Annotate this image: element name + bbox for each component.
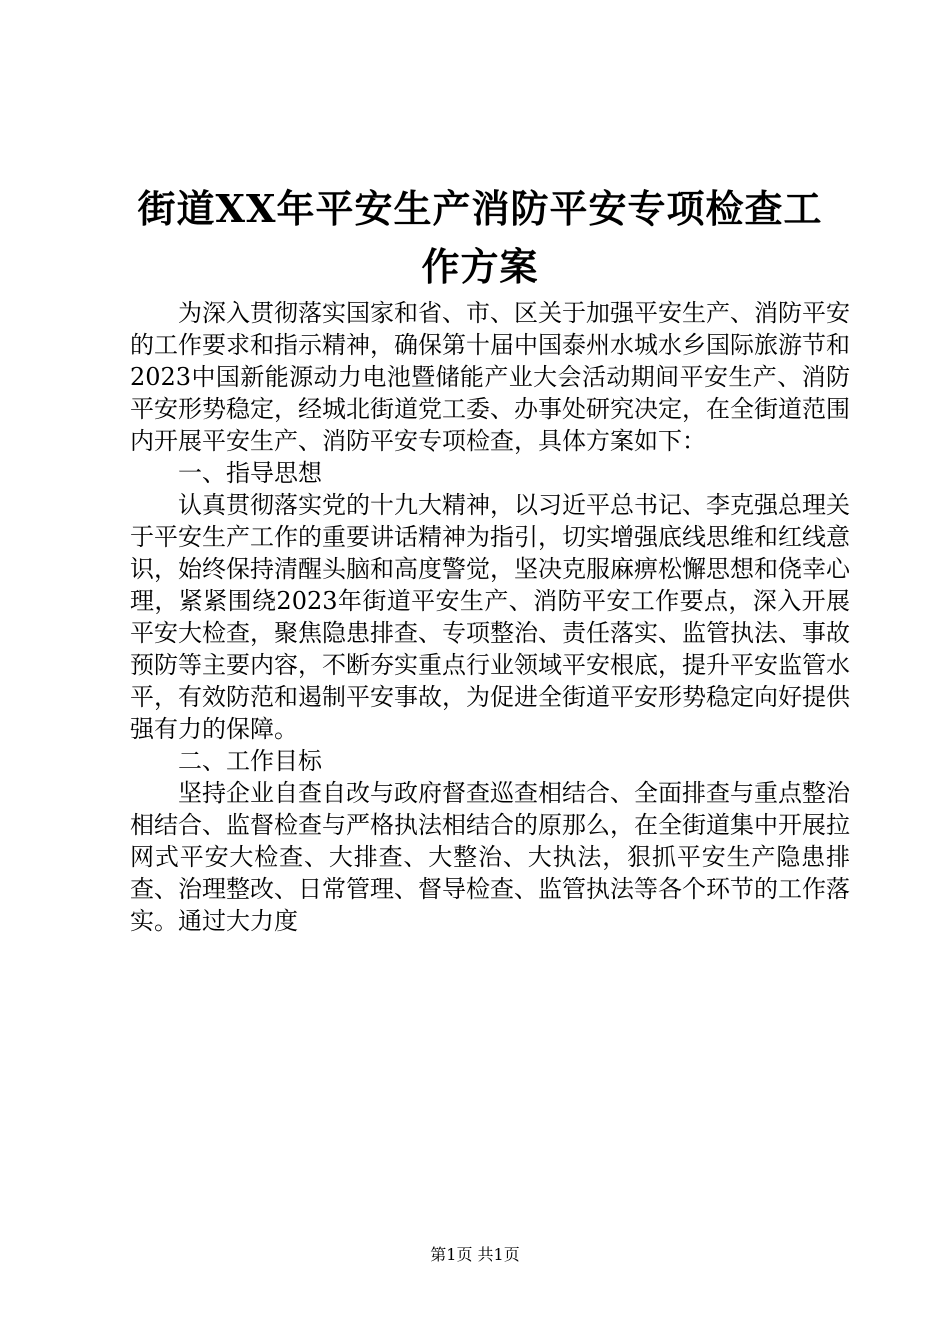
section-heading-guiding-ideology: 一、指导思想 (178, 459, 322, 487)
paragraph-work-goals: 坚持企业自查自改与政府督查巡查相结合、全面排查与重点整治相结合、监督检查与严格执法相结合的原那么，在全街道集中开展拉网式平安大检查、大排查、大整治、大执法，狠抓平安生产隐患排查、治理整改、日常管理、督导检查、监管执法等各个环节的工作落实。通过大力度 (130, 779, 850, 935)
paragraph-intro: 为深入贯彻落实国家和省、市、区关于加强平安生产、消防平安的工作要求和指示精神，确保第十届中国泰州水城水乡国际旅游节和2023中国新能源动力电池暨储能产业大会活动期间平安生产、消防平安形势稳定，经城北街道党工委、办事处研究决定，在全街道范围内开展平安生产、消防平安专项检查，具体方案如下： (130, 299, 850, 455)
document-body (130, 297, 850, 937)
document-title: 街道XX年平安生产消防平安专项检查工作方案 (137, 186, 823, 289)
section-heading-work-goals: 二、工作目标 (178, 747, 322, 775)
paragraph-guiding-ideology: 认真贯彻落实党的十九大精神，以习近平总书记、李克强总理关于平安生产工作的重要讲话精神为指引，切实增强底线思维和红线意识，始终保持清醒头脑和高度警觉，坚决克服麻痹松懈思想和侥幸心理，紧紧围绕2023年街道平安生产、消防平安工作要点，深入开展平安大检查，聚焦隐患排查、专项整治、责任落实、监管执法、事故预防等主要内容，不断夯实重点行业领域平安根底，提升平安监管水平，有效防范和遏制平安事故，为促进全街道平安形势稳定向好提供强有力的保障。 (130, 491, 850, 743)
page-number-footer: 第1页 共1页 (430, 1245, 520, 1264)
